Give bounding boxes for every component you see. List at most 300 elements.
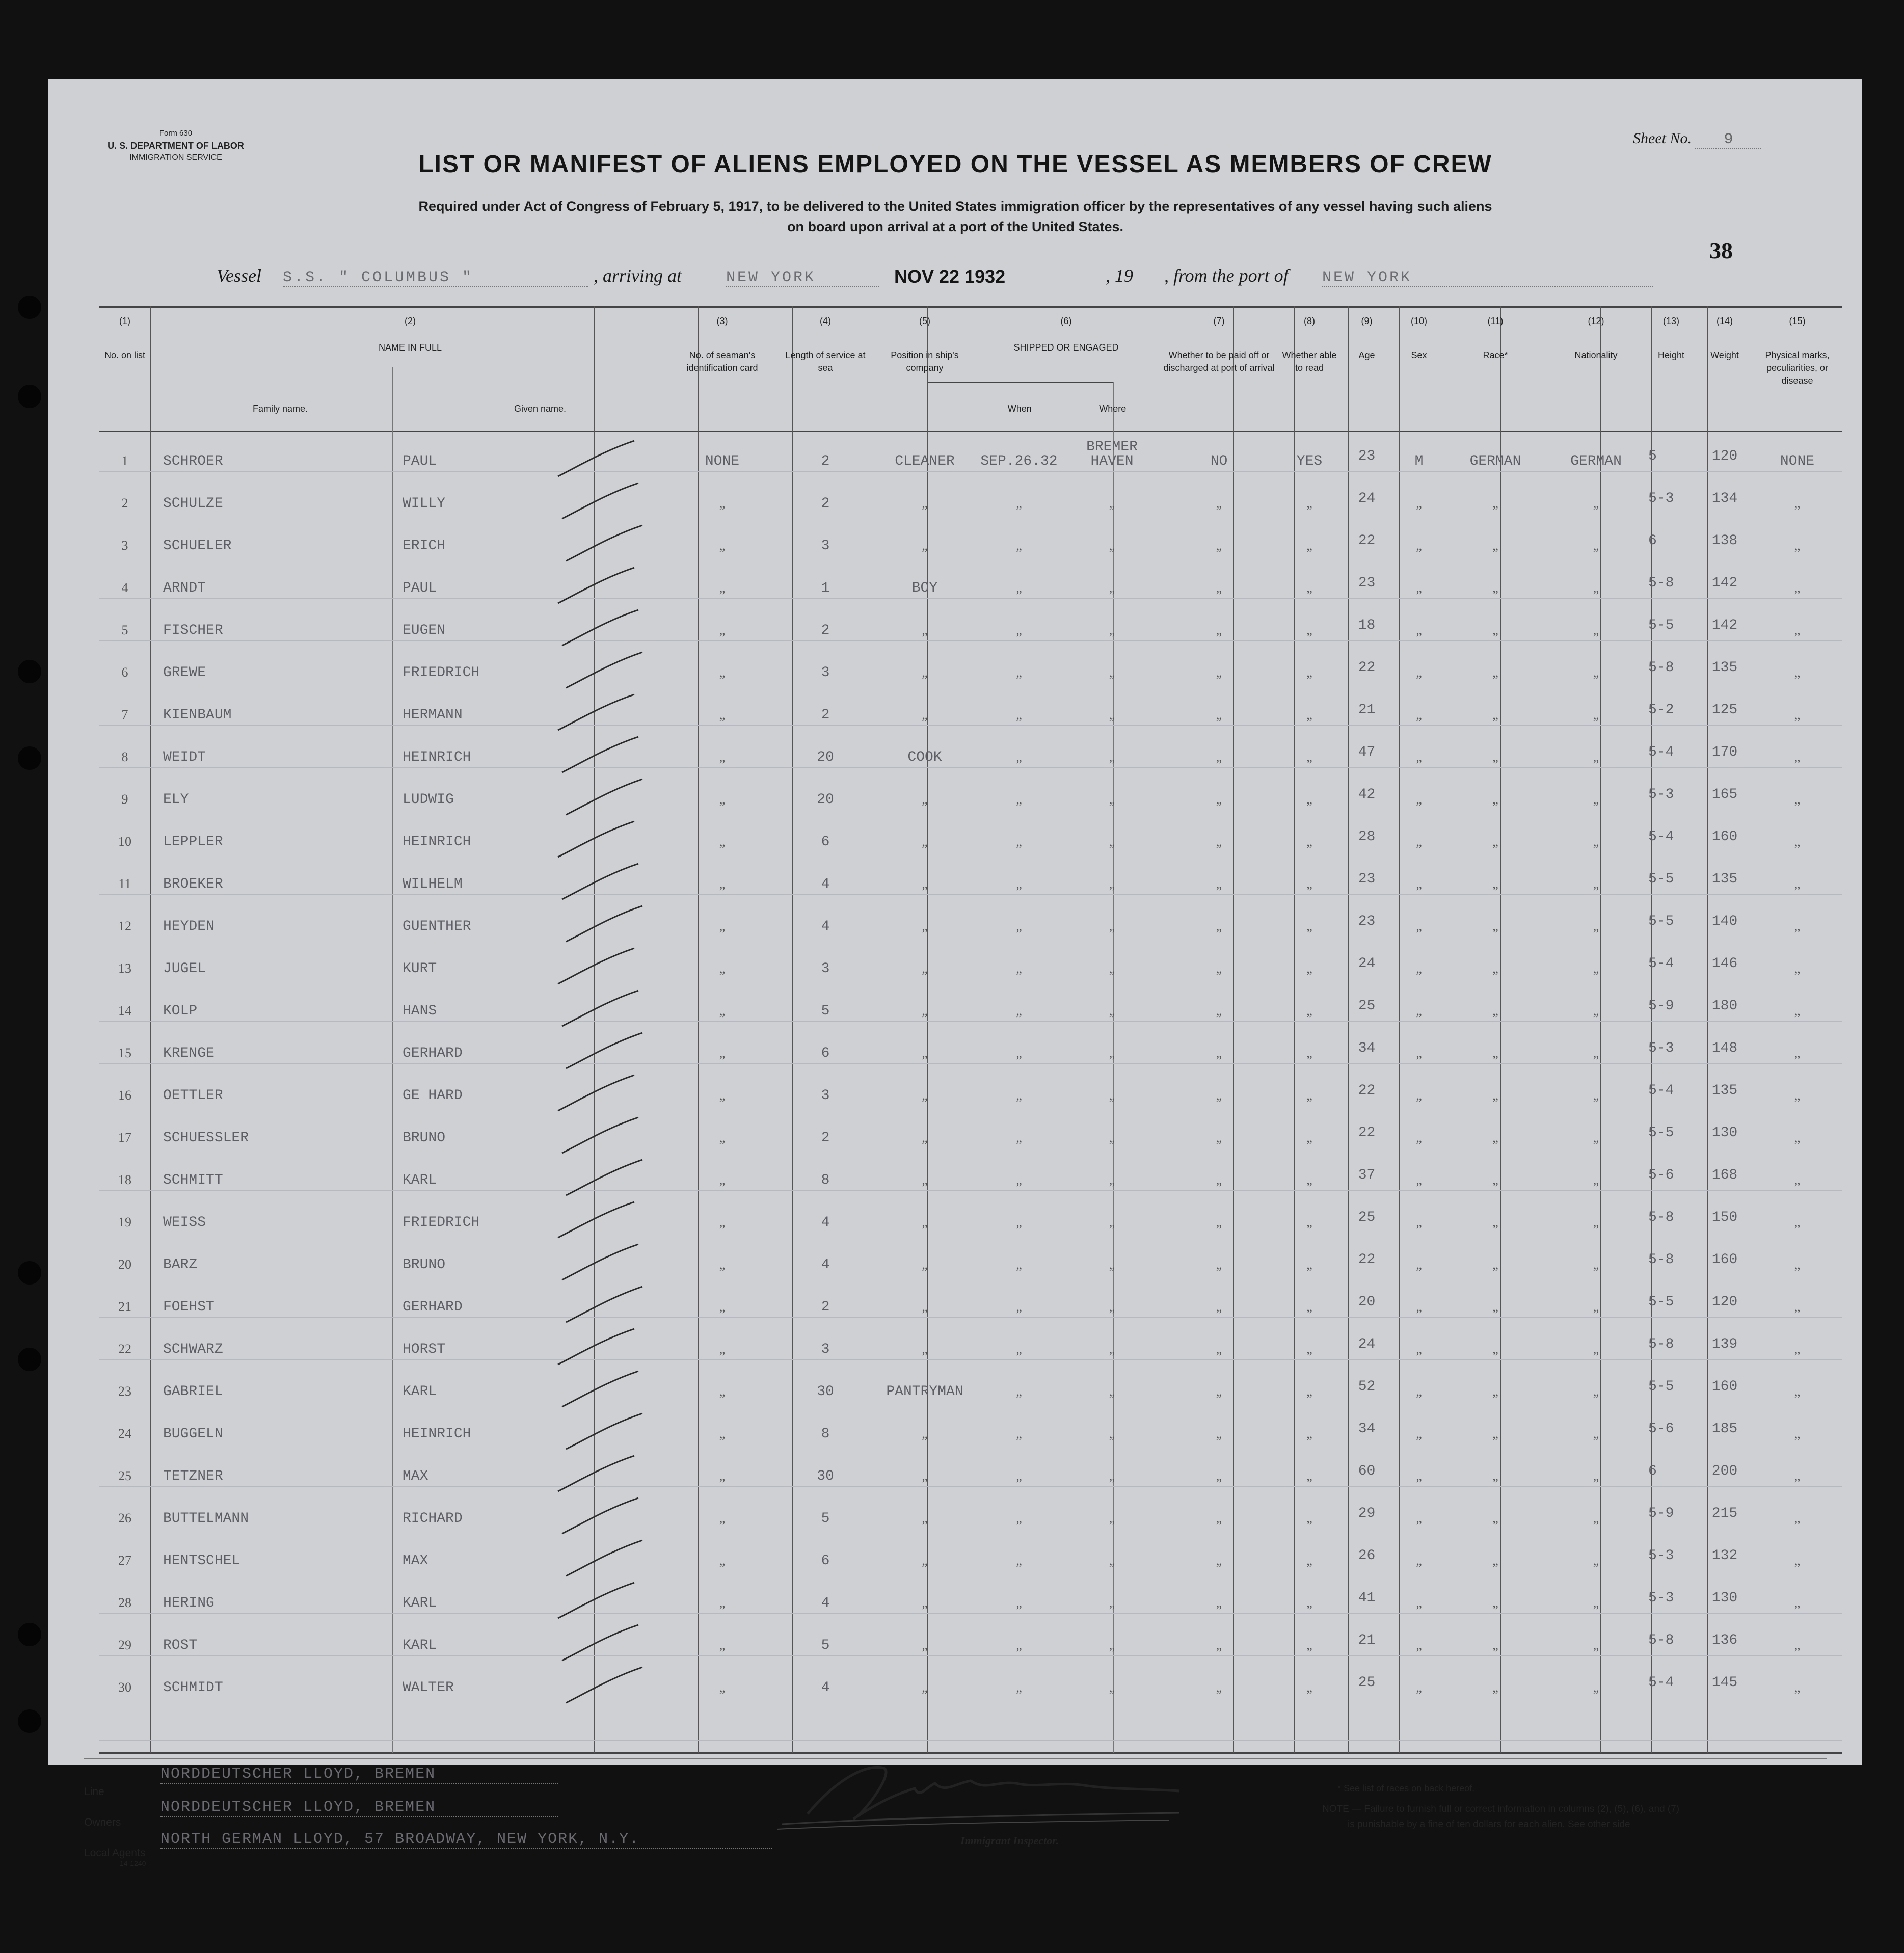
height: 5-4 bbox=[1648, 829, 1674, 845]
races-note: * See list of races on back hereof. bbox=[1337, 1783, 1475, 1794]
paid-off: „ bbox=[1216, 1468, 1222, 1483]
page-number: 38 bbox=[1709, 237, 1733, 263]
ship-position: „ bbox=[922, 792, 928, 807]
able-to-read: „ bbox=[1306, 919, 1312, 933]
row-number: 12 bbox=[118, 919, 131, 933]
shipped-where: „ bbox=[1109, 1003, 1115, 1018]
shipped-where: „ bbox=[1109, 580, 1115, 595]
ship-position: „ bbox=[922, 834, 928, 849]
column-number: (6) bbox=[1060, 316, 1072, 326]
weight: 160 bbox=[1711, 829, 1738, 845]
column-number: (13) bbox=[1662, 316, 1679, 326]
age: 25 bbox=[1358, 998, 1376, 1014]
ship-position: „ bbox=[922, 1553, 928, 1568]
ship-position: „ bbox=[922, 1130, 928, 1145]
weight: 120 bbox=[1711, 448, 1738, 464]
check-mark-icon bbox=[552, 1495, 643, 1541]
length-of-service: 2 bbox=[821, 1299, 830, 1315]
age: 41 bbox=[1358, 1590, 1376, 1606]
family-name: OETTLER bbox=[163, 1088, 223, 1104]
age: 22 bbox=[1358, 1252, 1376, 1268]
row-guide bbox=[99, 725, 1842, 726]
row-number: 21 bbox=[118, 1299, 131, 1314]
able-to-read: „ bbox=[1306, 1384, 1312, 1399]
vessel-line bbox=[217, 265, 1694, 290]
family-name: HEYDEN bbox=[163, 919, 214, 934]
check-mark-icon bbox=[556, 1284, 648, 1330]
paid-off: „ bbox=[1216, 792, 1222, 807]
identification-card: „ bbox=[719, 1553, 726, 1568]
height: 5-5 bbox=[1648, 1125, 1674, 1141]
ship-position: „ bbox=[922, 1468, 928, 1483]
form-code: 14-1240 bbox=[120, 1859, 146, 1867]
family-name: HENTSCHEL bbox=[163, 1553, 240, 1569]
paid-off: „ bbox=[1216, 876, 1222, 891]
row-number: 8 bbox=[121, 750, 128, 764]
able-to-read: „ bbox=[1306, 1511, 1312, 1526]
nationality: „ bbox=[1593, 750, 1599, 764]
line-value: NORDDEUTSCHER LLOYD, BREMEN bbox=[160, 1765, 558, 1784]
length-of-service: 5 bbox=[821, 1003, 830, 1019]
able-to-read: „ bbox=[1306, 1468, 1312, 1483]
paid-off: „ bbox=[1216, 834, 1222, 849]
family-name: BUGGELN bbox=[163, 1426, 223, 1442]
row-guide bbox=[99, 1740, 1842, 1741]
age: 47 bbox=[1358, 744, 1376, 760]
shipped-when: „ bbox=[1016, 961, 1022, 976]
able-to-read: YES bbox=[1296, 453, 1323, 469]
able-to-read: „ bbox=[1306, 792, 1312, 807]
paid-off: „ bbox=[1216, 1088, 1222, 1103]
physical-marks: „ bbox=[1794, 496, 1801, 511]
given-name: WILLY bbox=[403, 496, 446, 512]
identification-card: „ bbox=[719, 961, 726, 976]
age: 52 bbox=[1358, 1379, 1376, 1395]
given-name: HEINRICH bbox=[403, 750, 471, 765]
physical-marks: „ bbox=[1794, 1638, 1801, 1652]
race: „ bbox=[1492, 1468, 1498, 1483]
length-of-service: 3 bbox=[821, 961, 830, 977]
shipped-when: „ bbox=[1016, 1511, 1022, 1526]
column-heading: Age bbox=[1358, 350, 1375, 360]
shipped-when: SEP.26.32 bbox=[980, 453, 1058, 469]
paid-off: „ bbox=[1216, 1172, 1222, 1187]
binder-hole bbox=[18, 1261, 41, 1285]
identification-card: „ bbox=[719, 1384, 726, 1399]
physical-marks: „ bbox=[1794, 1468, 1801, 1483]
sex: „ bbox=[1416, 1257, 1422, 1272]
shipped-where: BREMER bbox=[1086, 439, 1138, 455]
column-heading: Whether able to read bbox=[1282, 350, 1337, 373]
age: 60 bbox=[1358, 1463, 1376, 1479]
shipped-when: „ bbox=[1016, 1215, 1022, 1229]
weight: 170 bbox=[1711, 744, 1738, 760]
column-rule bbox=[1294, 306, 1295, 1753]
given-name: HANS bbox=[403, 1003, 437, 1019]
physical-marks: „ bbox=[1794, 1003, 1801, 1018]
shipped-when: „ bbox=[1016, 792, 1022, 807]
nationality: „ bbox=[1593, 1299, 1599, 1314]
check-mark-icon bbox=[548, 692, 639, 738]
paid-off: „ bbox=[1216, 580, 1222, 595]
paid-off: „ bbox=[1216, 623, 1222, 637]
family-name: SCHMIDT bbox=[163, 1680, 223, 1696]
ship-position: „ bbox=[922, 961, 928, 976]
nationality: „ bbox=[1593, 1553, 1599, 1568]
height: 5-5 bbox=[1648, 1294, 1674, 1310]
identification-card: „ bbox=[719, 1046, 726, 1060]
ship-position: „ bbox=[922, 707, 928, 722]
family-name: HERING bbox=[163, 1595, 214, 1611]
paid-off: „ bbox=[1216, 1003, 1222, 1018]
weight: 135 bbox=[1711, 871, 1738, 887]
family-name: GABRIEL bbox=[163, 1384, 223, 1400]
shipped-when: „ bbox=[1016, 1046, 1022, 1060]
length-of-service: 2 bbox=[821, 453, 830, 469]
age: 25 bbox=[1358, 1210, 1376, 1225]
shipped-when: „ bbox=[1016, 707, 1022, 722]
row-number: 25 bbox=[118, 1468, 131, 1483]
given-name: BRUNO bbox=[403, 1130, 446, 1146]
check-mark-icon bbox=[552, 1115, 643, 1161]
able-to-read: „ bbox=[1306, 1088, 1312, 1103]
age: 23 bbox=[1358, 448, 1376, 464]
length-of-service: 2 bbox=[821, 1130, 830, 1146]
physical-marks: „ bbox=[1794, 792, 1801, 807]
race: „ bbox=[1492, 665, 1498, 680]
check-mark-icon bbox=[548, 438, 639, 484]
race: „ bbox=[1492, 834, 1498, 849]
binder-hole bbox=[18, 1348, 41, 1371]
physical-marks: „ bbox=[1794, 1595, 1801, 1610]
shipped-where: „ bbox=[1109, 496, 1115, 511]
race: „ bbox=[1492, 961, 1498, 976]
date-stamp: NOV 22 1932 bbox=[894, 266, 1006, 287]
column-number: (14) bbox=[1716, 316, 1733, 326]
height: 5-5 bbox=[1648, 914, 1674, 929]
shipped-where: „ bbox=[1109, 1215, 1115, 1229]
length-of-service: 4 bbox=[821, 1595, 830, 1611]
weight: 200 bbox=[1711, 1463, 1738, 1479]
height: 5-8 bbox=[1648, 660, 1674, 676]
column-rule bbox=[792, 306, 793, 1753]
sex: „ bbox=[1416, 1046, 1422, 1060]
column-number: (3) bbox=[716, 316, 728, 326]
race: „ bbox=[1492, 1342, 1498, 1356]
height: 5-9 bbox=[1648, 1506, 1674, 1521]
ship-position: PANTRYMAN bbox=[886, 1384, 963, 1400]
check-mark-icon bbox=[548, 819, 639, 865]
vessel-name: S.S. " COLUMBUS " bbox=[283, 269, 588, 287]
height: 5-4 bbox=[1648, 1675, 1674, 1691]
length-of-service: 30 bbox=[817, 1384, 834, 1400]
column-number: (1) bbox=[119, 316, 130, 326]
length-of-service: 2 bbox=[821, 707, 830, 723]
identification-card: „ bbox=[719, 1511, 726, 1526]
shipped-where: „ bbox=[1109, 961, 1115, 976]
shipped-where: „ bbox=[1109, 1553, 1115, 1568]
sex: „ bbox=[1416, 1215, 1422, 1229]
column-heading: Position in ship's company bbox=[891, 350, 959, 373]
paid-off: „ bbox=[1216, 707, 1222, 722]
given-name: HORST bbox=[403, 1342, 446, 1357]
weight: 132 bbox=[1711, 1548, 1738, 1564]
weight: 142 bbox=[1711, 575, 1738, 591]
paid-off: „ bbox=[1216, 1130, 1222, 1145]
length-of-service: 3 bbox=[821, 665, 830, 681]
row-guide bbox=[99, 640, 1842, 641]
row-guide bbox=[99, 1359, 1842, 1360]
shipped-where: „ bbox=[1109, 1384, 1115, 1399]
length-of-service: 8 bbox=[821, 1426, 830, 1442]
column-number: (5) bbox=[919, 316, 930, 326]
row-number: 2 bbox=[121, 496, 128, 511]
given-name: EUGEN bbox=[403, 623, 446, 638]
height: 5-5 bbox=[1648, 1379, 1674, 1395]
shipped-where: „ bbox=[1109, 538, 1115, 553]
column-rule bbox=[1707, 306, 1708, 1753]
height: 5-3 bbox=[1648, 491, 1674, 506]
physical-marks: „ bbox=[1794, 1511, 1801, 1526]
sex: „ bbox=[1416, 1426, 1422, 1441]
row-number: 18 bbox=[118, 1172, 131, 1187]
agents-label: Local Agents bbox=[84, 1847, 146, 1859]
physical-marks: „ bbox=[1794, 876, 1801, 891]
check-mark-icon bbox=[556, 1157, 648, 1203]
able-to-read: „ bbox=[1306, 961, 1312, 976]
shipped-when: „ bbox=[1016, 1595, 1022, 1610]
row-number: 29 bbox=[118, 1638, 131, 1652]
ship-position: „ bbox=[922, 1215, 928, 1229]
sex: „ bbox=[1416, 623, 1422, 637]
given-name: KURT bbox=[403, 961, 437, 977]
sex: „ bbox=[1416, 1680, 1422, 1695]
physical-marks: „ bbox=[1794, 1384, 1801, 1399]
weight: 135 bbox=[1711, 660, 1738, 676]
race: „ bbox=[1492, 919, 1498, 933]
shipped-when: „ bbox=[1016, 580, 1022, 595]
able-to-read: „ bbox=[1306, 876, 1312, 891]
row-number: 17 bbox=[118, 1130, 131, 1145]
race: „ bbox=[1492, 1553, 1498, 1568]
sheet-value: 9 bbox=[1695, 131, 1761, 149]
check-mark-icon bbox=[552, 1242, 643, 1288]
identification-card: „ bbox=[719, 792, 726, 807]
table-top-rule bbox=[99, 306, 1842, 308]
race: „ bbox=[1492, 623, 1498, 637]
shipped-when: „ bbox=[1016, 1130, 1022, 1145]
sheet-number-label bbox=[1633, 130, 1761, 149]
nationality: „ bbox=[1593, 1468, 1599, 1483]
shipped-where: „ bbox=[1109, 1046, 1115, 1060]
able-to-read: „ bbox=[1306, 496, 1312, 511]
check-mark-icon bbox=[552, 480, 643, 526]
given-name: WALTER bbox=[403, 1680, 454, 1696]
row-number: 27 bbox=[118, 1553, 131, 1568]
physical-marks: „ bbox=[1794, 707, 1801, 722]
nationality: „ bbox=[1593, 1638, 1599, 1652]
identification-card: NONE bbox=[705, 453, 740, 469]
given-name: FRIEDRICH bbox=[403, 665, 480, 681]
family-name: KIENBAUM bbox=[163, 707, 232, 723]
row-number: 1 bbox=[121, 453, 128, 468]
given-name: KARL bbox=[403, 1384, 437, 1400]
given-name: RICHARD bbox=[403, 1511, 463, 1527]
race: „ bbox=[1492, 1088, 1498, 1103]
age: 28 bbox=[1358, 829, 1376, 845]
weight: 160 bbox=[1711, 1252, 1738, 1268]
row-guide bbox=[99, 894, 1842, 895]
nationality: „ bbox=[1593, 1680, 1599, 1695]
race: „ bbox=[1492, 1172, 1498, 1187]
able-to-read: „ bbox=[1306, 1595, 1312, 1610]
nationality: „ bbox=[1593, 1088, 1599, 1103]
race: „ bbox=[1492, 1046, 1498, 1060]
paid-off: „ bbox=[1216, 1553, 1222, 1568]
identification-card: „ bbox=[719, 876, 726, 891]
length-of-service: 20 bbox=[817, 750, 834, 765]
ship-position: „ bbox=[922, 1426, 928, 1441]
column-subheading: Family name. bbox=[252, 404, 308, 414]
sex: M bbox=[1414, 453, 1424, 469]
physical-marks: „ bbox=[1794, 623, 1801, 637]
weight: 134 bbox=[1711, 491, 1738, 506]
length-of-service: 2 bbox=[821, 623, 830, 638]
shipped-where: HAVEN bbox=[1090, 453, 1134, 469]
race: GERMAN bbox=[1469, 453, 1521, 469]
identification-card: „ bbox=[719, 580, 726, 595]
identification-card: „ bbox=[719, 1342, 726, 1356]
physical-marks: „ bbox=[1794, 1553, 1801, 1568]
column-rule bbox=[1399, 306, 1400, 1753]
family-name: BARZ bbox=[163, 1257, 198, 1273]
nationality: „ bbox=[1593, 1215, 1599, 1229]
column-subheading: Given name. bbox=[514, 404, 567, 414]
identification-card: „ bbox=[719, 665, 726, 680]
column-heading: Weight bbox=[1710, 350, 1739, 360]
binder-hole bbox=[18, 296, 41, 319]
shipped-when: „ bbox=[1016, 1468, 1022, 1483]
shipped-when: „ bbox=[1016, 1426, 1022, 1441]
race: „ bbox=[1492, 1130, 1498, 1145]
paid-off: „ bbox=[1216, 1215, 1222, 1229]
weight: 138 bbox=[1711, 533, 1738, 549]
height: 5-6 bbox=[1648, 1167, 1674, 1183]
column-number: (11) bbox=[1487, 316, 1504, 326]
weight: 148 bbox=[1711, 1040, 1738, 1056]
length-of-service: 6 bbox=[821, 1553, 830, 1569]
column-heading: Race* bbox=[1483, 350, 1508, 360]
given-name: PAUL bbox=[403, 453, 437, 469]
length-of-service: 4 bbox=[821, 876, 830, 892]
identification-card: „ bbox=[719, 538, 726, 553]
race: „ bbox=[1492, 792, 1498, 807]
shipped-when: „ bbox=[1016, 1384, 1022, 1399]
weight: 150 bbox=[1711, 1210, 1738, 1225]
race: „ bbox=[1492, 1680, 1498, 1695]
height: 5-5 bbox=[1648, 618, 1674, 633]
height: 5-2 bbox=[1648, 702, 1674, 718]
length-of-service: 3 bbox=[821, 538, 830, 554]
height: 5-3 bbox=[1648, 787, 1674, 802]
ship-position: „ bbox=[922, 1003, 928, 1018]
column-number: (12) bbox=[1588, 316, 1604, 326]
sex: „ bbox=[1416, 707, 1422, 722]
shipped-where: „ bbox=[1109, 876, 1115, 891]
row-guide bbox=[99, 1317, 1842, 1318]
given-name: MAX bbox=[403, 1553, 428, 1569]
paid-off: „ bbox=[1216, 919, 1222, 933]
paid-off: „ bbox=[1216, 1426, 1222, 1441]
physical-marks: „ bbox=[1794, 1215, 1801, 1229]
row-guide bbox=[99, 1613, 1842, 1614]
sex: „ bbox=[1416, 1384, 1422, 1399]
departure-port: NEW YORK bbox=[1322, 269, 1653, 287]
sheet-label: Sheet No. bbox=[1633, 130, 1692, 147]
race: „ bbox=[1492, 1257, 1498, 1272]
column-heading: Nationality bbox=[1574, 350, 1618, 360]
weight: 185 bbox=[1711, 1421, 1738, 1437]
shipped-where: „ bbox=[1109, 707, 1115, 722]
row-guide bbox=[99, 767, 1842, 768]
family-name: KRENGE bbox=[163, 1046, 214, 1061]
given-name: KARL bbox=[403, 1172, 437, 1188]
row-number: 20 bbox=[118, 1257, 131, 1272]
ship-position: „ bbox=[922, 665, 928, 680]
column-number: (7) bbox=[1213, 316, 1225, 326]
weight: 140 bbox=[1711, 914, 1738, 929]
row-guide bbox=[99, 1063, 1842, 1064]
identification-card: „ bbox=[719, 707, 726, 722]
race: „ bbox=[1492, 876, 1498, 891]
physical-marks: „ bbox=[1794, 919, 1801, 933]
length-of-service: 3 bbox=[821, 1088, 830, 1104]
check-mark-icon bbox=[548, 1453, 639, 1499]
weight: 130 bbox=[1711, 1590, 1738, 1606]
row-number: 23 bbox=[118, 1384, 131, 1399]
identification-card: „ bbox=[719, 1003, 726, 1018]
age: 34 bbox=[1358, 1421, 1376, 1437]
fine-note-line-1: NOTE — Failure to furnish full or correct information in columns (2), (5), (6), and (7) bbox=[1322, 1804, 1680, 1814]
family-name: GREWE bbox=[163, 665, 206, 681]
ship-position: „ bbox=[922, 1046, 928, 1060]
able-to-read: „ bbox=[1306, 1342, 1312, 1356]
paid-off: „ bbox=[1216, 1511, 1222, 1526]
row-number: 16 bbox=[118, 1088, 131, 1103]
row-number: 10 bbox=[118, 834, 131, 849]
race: „ bbox=[1492, 750, 1498, 764]
identification-card: „ bbox=[719, 1088, 726, 1103]
from-port-label: , from the port of bbox=[1164, 265, 1289, 286]
sex: „ bbox=[1416, 876, 1422, 891]
age: 23 bbox=[1358, 914, 1376, 929]
given-name: MAX bbox=[403, 1468, 428, 1484]
row-number: 7 bbox=[121, 707, 128, 722]
nationality: „ bbox=[1593, 1342, 1599, 1356]
column-heading: SHIPPED OR ENGAGED bbox=[1013, 342, 1119, 353]
weight: 139 bbox=[1711, 1336, 1738, 1352]
shipped-when: „ bbox=[1016, 1638, 1022, 1652]
row-number: 13 bbox=[118, 961, 131, 976]
able-to-read: „ bbox=[1306, 580, 1312, 595]
shipped-where: „ bbox=[1109, 1299, 1115, 1314]
age: 22 bbox=[1358, 1125, 1376, 1141]
family-name: SCHMITT bbox=[163, 1172, 223, 1188]
shipped-where: „ bbox=[1109, 1680, 1115, 1695]
given-name: FRIEDRICH bbox=[403, 1215, 480, 1230]
height: 6 bbox=[1648, 1463, 1657, 1479]
check-mark-icon bbox=[556, 1030, 648, 1076]
